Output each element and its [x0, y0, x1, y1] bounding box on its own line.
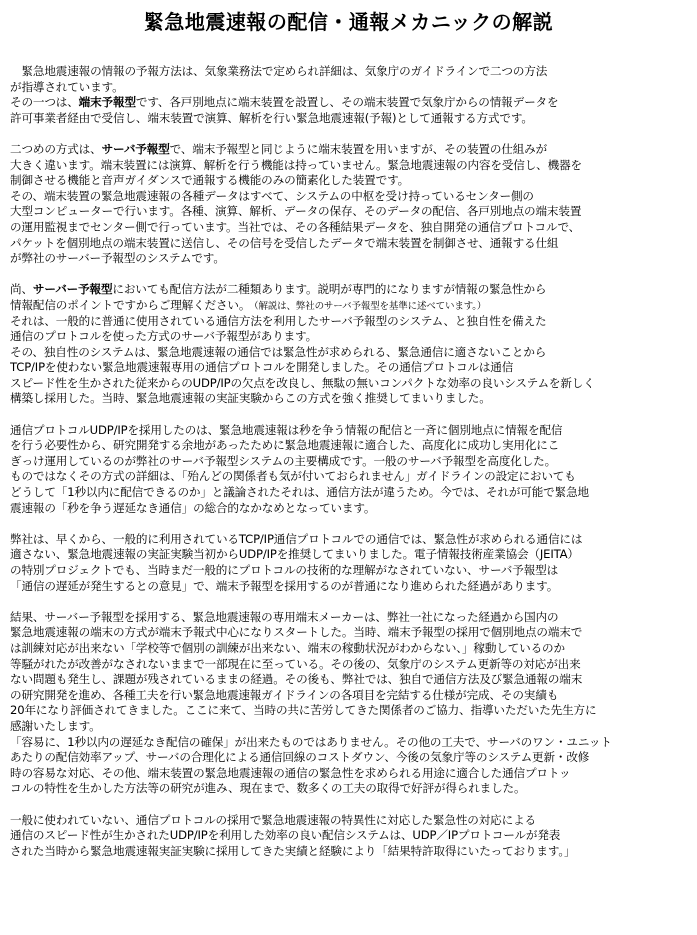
text-segment: された当時から緊急地震速報実証実験に採用してきた実績と経験により「結果特許取得にいたっております。」	[10, 843, 576, 858]
text-segment: 弊社は、早くから、一般的に利用されているTCP/IP通信プロトコルでの通信では、緊急性が求められる通信には	[10, 531, 583, 546]
text-segment: スピード性を生かされた従来からのUDP/IPの欠点を改良し、無駄の無いコンパクトな効率の良いシステムを新しく	[10, 375, 595, 390]
text-line	[10, 813, 690, 829]
text-line	[10, 329, 690, 345]
text-line	[10, 735, 690, 751]
text-segment: ものではなくその方式の詳細は、「殆んどの関係者も気が付いておられません」ガイドラインの設定においても	[10, 469, 576, 484]
text-line	[10, 438, 690, 454]
text-segment: の運用監視までセンター側で行っています。当社では、その各種結果データを、独自開発の通信プロトコルで、	[10, 219, 581, 234]
text-segment: 適さない、緊急地震速報の実証実験当初からUDP/IPを推奨してまいりました。電子情報技術産業協会（JEITA）	[10, 547, 579, 562]
paragraph	[10, 282, 690, 407]
text-line	[10, 173, 690, 189]
text-line	[10, 750, 690, 766]
text-line	[10, 641, 690, 657]
text-segment: 通信のスピード性が生かされたUDP/IPを利用した効率の良い配信システムは、UDP／IPプロトコールが発表	[10, 828, 561, 843]
text-segment: の特別プロジェクトでも、当時まだ一般的にプロトコルの技術的な理解がなされていない、サーバ予報型は	[10, 563, 559, 577]
text-segment: TCP/IPを使わない緊急地震速報専用の通信プロトコルを開発しました。その通信プロトコルは通信	[10, 360, 514, 375]
text-segment: 「通信の遅延が発生するとの意見」で、端末予報型を採用するのが普通になり進められた経過があります。	[10, 578, 559, 593]
text-line	[10, 657, 690, 673]
text-line	[10, 220, 690, 236]
text-segment: で、端末予報型と同じように端末装置を用いますが、その装置の仕組みが	[169, 141, 548, 156]
text-segment: 大型コンピューターで行います。各種、演算、解析、データの保存、そのデータの配信、各戸別地点の端末装置	[10, 204, 582, 219]
text-line	[10, 579, 690, 595]
text-segment: 時の容易な対応、その他、端末装置の緊急地震速報の通信の緊急性を求められる用途に適合した通信プロトッ	[10, 765, 571, 780]
text-segment: その、独自性のシステムは、緊急地震速報の通信では緊急性が求められる、緊急通信に適さないことから	[10, 344, 547, 359]
text-line	[10, 391, 690, 407]
text-line	[10, 547, 690, 563]
text-segment: 結果、サーバー予報型を採用する、緊急地震速報の専用端末メーカーは、弊社一社になった経過から国内の	[10, 609, 559, 624]
text-segment: 一般に使われていない、通信プロトコルの採用で緊急地震速報の特異性に対応した緊急性の対応による	[10, 812, 536, 827]
text-line	[10, 485, 690, 501]
text-segment: 通信プロトコルUDP/IPを採用したのは、緊急地震速報は秒を争う情報の配信と一斉に個別地点に情報を配信	[10, 422, 563, 437]
text-segment: 二つめの方式は、	[10, 141, 102, 156]
text-segment: 震速報の「秒を争う遅延なき通信」の総合的なかなめとなっています。	[10, 500, 376, 515]
text-line	[10, 251, 690, 267]
text-line	[10, 376, 690, 392]
text-segment: パケットを個別地点の端末装置に送信し、その信号を受信したデータで端末装置を制御させ、通報する仕組	[10, 235, 559, 250]
paragraph	[10, 423, 690, 517]
text-line	[10, 158, 690, 174]
text-line	[10, 298, 690, 314]
text-line	[10, 828, 690, 844]
emphasis-text: サーバー予報型	[32, 282, 113, 297]
text-segment: の研究開発を進め、各種工夫を行い緊急地震速報ガイドラインの各項目を完結する仕様が完成、その実績も	[10, 687, 559, 702]
text-segment: 緊急地震速報の情報の予報方法は、気象業務法で定められ詳細は、気象庁のガイドラインで二つの方法	[10, 64, 548, 78]
paragraph	[10, 610, 690, 797]
text-segment: 許可事業者経由で受信し、端末装置で演算、解析を行い緊急地震速報(予報)として通報する方式です。	[10, 110, 533, 125]
text-segment: ぎっけ運用しているのが弊社のサーバ予報型システムの主要構成です。一般のサーバ予報型を高度化した。	[10, 453, 557, 468]
text-segment: 等騒がれたが改善がなされないままで一部現在に至っている。その後の、気象庁のシステム更新等の対応が出来	[10, 656, 581, 671]
text-segment: どうして「1秒以内に配信できるのか」と議論されたそれは、通信方法が違うため。今では、それが可能で緊急地	[10, 485, 589, 500]
text-line	[10, 703, 690, 719]
text-segment: は訓練対応が出来ない「学校等で個別の訓練が出来ない、端末の稼動状況がわからない、」稼動しているのか	[10, 640, 565, 655]
text-line	[10, 345, 690, 361]
text-segment: においても配信方法が二種類あります。説明が専門的になりますが情報の緊急性から	[112, 282, 547, 297]
text-segment: その、端末装置の緊急地震速報の各種データはすべて、システムの中枢を受け持っているセンター側の	[10, 188, 534, 203]
text-line	[10, 314, 690, 330]
text-segment: が弊社のサーバー予報型のシステムです。	[10, 251, 225, 266]
text-line	[10, 563, 690, 579]
text-segment: 感謝いたします。	[10, 718, 101, 733]
text-segment: 「容易に、1秒以内の遅延なき配信の確保」が出来たものではありません。その他の工夫で、サーバのワン・ユニット	[10, 734, 612, 749]
text-line	[10, 532, 690, 548]
text-segment: を行う必要性から、研究開発する余地があったために緊急地震速報に適合した、高度化に成功し実用化にこ	[10, 438, 560, 453]
text-segment: ない問題も発生し、課題が残されているままの経過。その後も、弊社では、独自で通信方法及び緊急通報の端末	[10, 672, 583, 687]
text-line	[10, 625, 690, 641]
emphasis-text: サーバ予報型	[101, 141, 170, 156]
text-line	[10, 80, 690, 96]
text-segment: それは、一般的に普通に使用されている通信方法を利用したサーバ予報型のシステム、と独自性を備えた	[10, 313, 547, 328]
text-line	[10, 236, 690, 252]
text-segment: が指導されています。	[10, 79, 124, 94]
text-line	[10, 95, 690, 111]
text-line	[10, 282, 690, 298]
text-segment: 尚、	[10, 282, 33, 297]
text-segment: コルの特性を生かした方法等の研究が進み、現在まで、数多くの工夫の取得で好評が得られました。	[10, 781, 526, 796]
text-segment: （解説は、弊社のサーバ予報型を基準に述べています。）	[244, 300, 487, 312]
text-line	[10, 64, 690, 80]
text-segment: 大きく違います。端末装置には演算、解析を行う機能は持っていません。緊急地震速報の内容を受信し、機器を	[10, 157, 582, 172]
paragraph	[10, 64, 690, 126]
text-line	[10, 454, 690, 470]
text-line	[10, 501, 690, 517]
text-line	[10, 111, 690, 127]
text-line	[10, 360, 690, 376]
text-segment: 情報配信のポイントですからご理解ください。	[10, 297, 245, 312]
paragraph	[10, 532, 690, 594]
emphasis-text: 端末予報型	[78, 95, 136, 110]
paragraph	[10, 813, 690, 860]
text-segment: 構築し採用した。当時、緊急地震速報の実証実験からこの方式を強く推奨してまいりました。	[10, 391, 491, 406]
text-line	[10, 469, 690, 485]
text-line	[10, 610, 690, 626]
text-line	[10, 204, 690, 220]
text-segment: あたりの配信効率アップ、サーバの合理化による通信回線のコストダウン、今後の気象庁等のシステム更新・改修	[10, 750, 590, 765]
text-segment: 緊急地震速報の端末の方式が端末予報式中心になりスタートした。当時、端末予報型の採用で個別地点の端末で	[10, 625, 583, 640]
paragraph	[10, 142, 690, 267]
text-segment: 制御させる機能と音声ガイダンスで通報する機能のみの簡素化した装置です。	[10, 173, 410, 188]
text-line	[10, 142, 690, 158]
text-line	[10, 766, 690, 782]
text-segment: 20年になり評価されてきました。ここに来て、当時の共に苦労してきた関係者のご協力、指導いただいた先生方に	[10, 703, 597, 718]
text-segment: 通信のプロトコルを使った方式のサーバ予報型があります。	[10, 329, 318, 344]
text-segment: その一つは、	[10, 95, 79, 110]
text-line	[10, 423, 690, 439]
text-line	[10, 672, 690, 688]
page-title: 緊急地震速報の配信・通報メカニックの解説	[143, 10, 554, 34]
text-line	[10, 781, 690, 797]
text-line	[10, 189, 690, 205]
article-body	[10, 64, 690, 859]
text-line	[10, 688, 690, 704]
text-line	[10, 719, 690, 735]
text-segment: です、各戸別地点に端末装置を設置し、その端末装置で気象庁からの情報データを	[135, 95, 559, 110]
text-line	[10, 844, 690, 860]
